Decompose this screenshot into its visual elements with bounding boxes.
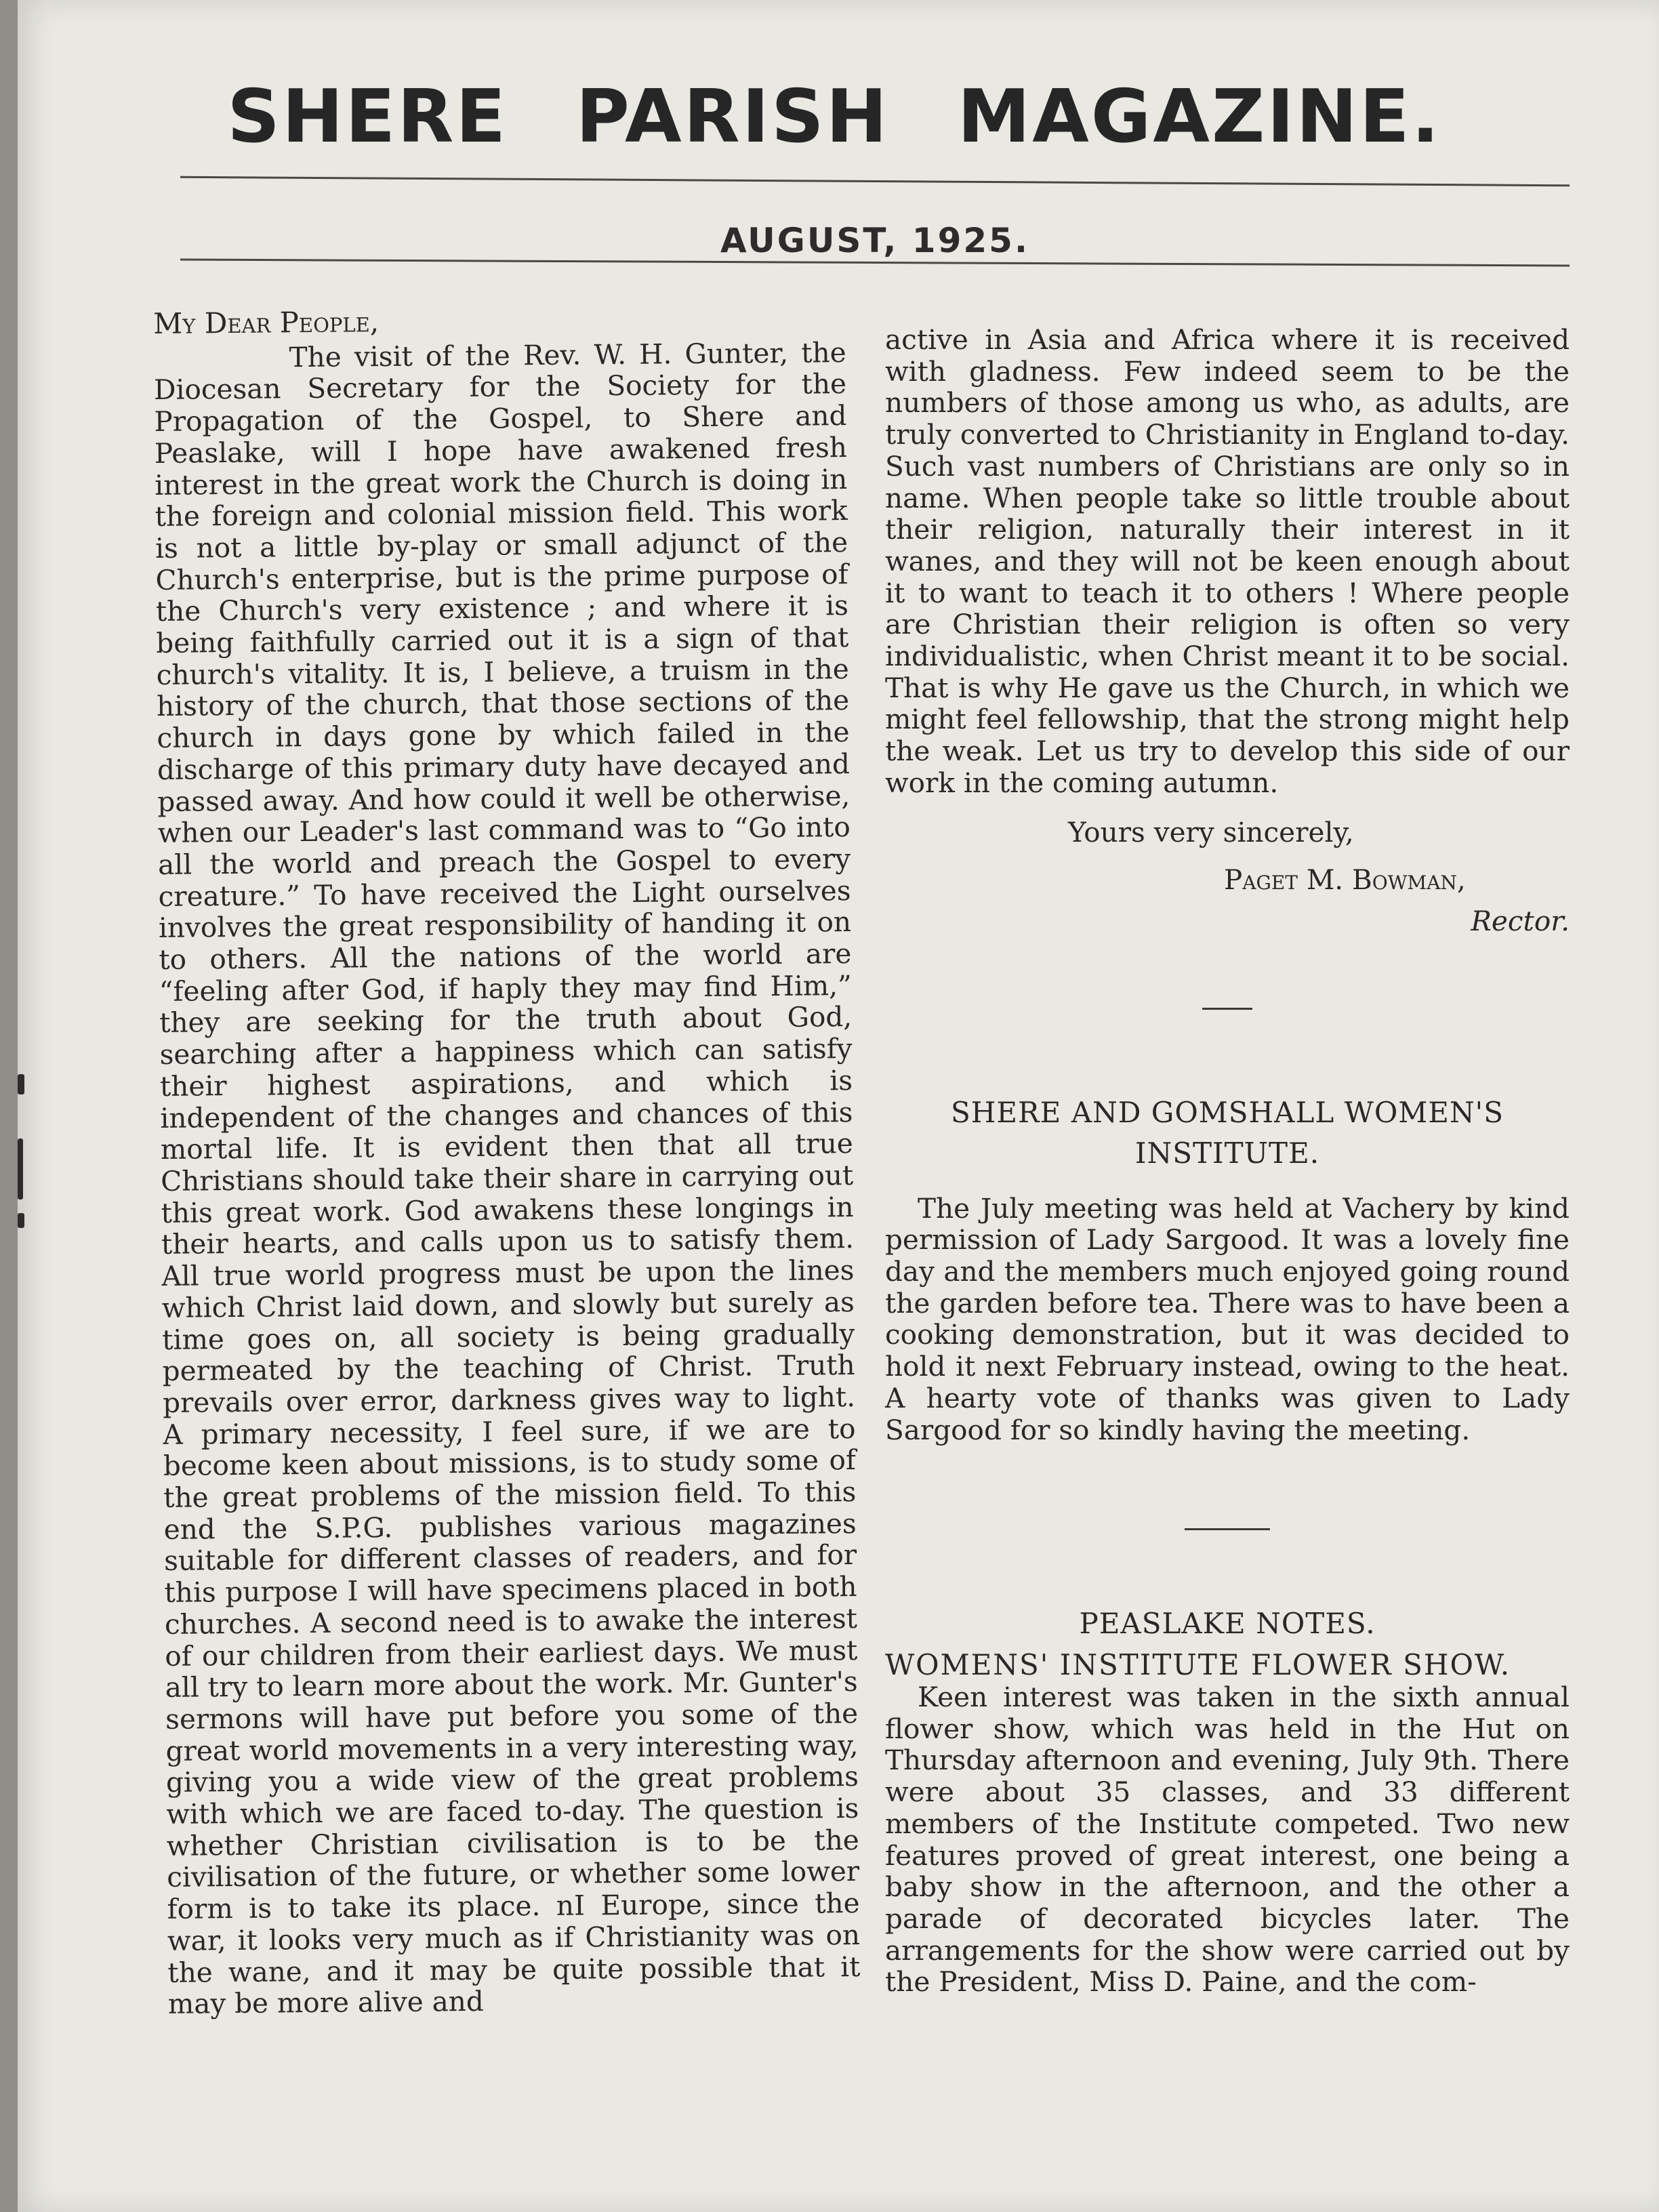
wi-heading-line1: SHERE AND GOMSHALL WOMEN'S [951,1095,1504,1129]
wi-heading-line2: INSTITUTE. [1134,1136,1320,1170]
peaslake-subheading: WOMENS' INSTITUTE FLOWER SHOW. [885,1648,1511,1682]
ink-speck [18,1139,23,1200]
magazine-page [18,0,1659,2212]
ink-speck [18,1074,24,1094]
issue-date: AUGUST, 1925. [720,221,1029,260]
left-column [153,302,861,2020]
letter-signature: Paget M. Bowman, [1224,863,1466,897]
masthead-rule-top [180,176,1570,187]
peaslake-body: Keen interest was taken in the sixth annual flower show, which was held in the Hut on Thursday afternoon and evening, July 9th. There were about 35 classes, and 33 different members of the Institute competed. Two new features proved of great interest, one being a baby show in the afternoon, and the other a parade of decorated bicycles later. The arrangements for the show were carried out by the President, Miss D. Paine, and the com- [885,1680,1570,1999]
right-column [885,324,1570,1998]
letter-closing: Yours very sincerely, [1068,815,1354,848]
letter-body-right: active in Asia and Africa where it is received with gladness. Few indeed seem to be the numbers of those among us who, as adults, are truly converted to Christianity in England to-day. Such vast numbers of Christians are only so in name. When people take so little trouble about their religion, naturally their interest in it wanes, and they will not be keen enough about it to want to teach it to others ! Where people are Christian their religion is often so very individualistic, when Christ meant it to be social. That is why He gave us the Church, in which we might feel fellowship, that the strong might help the weak. Let us try to develop this side of our work in the coming autumn. [885,323,1570,799]
letter-body-left: The visit of the Rev. W. H. Gunter, the Diocesan Secretary for the Society for the Propagation of the Gospel, to Shere and Peaslake, will I hope have awakened fresh interest in the great work the Church is doing in the foreign and colonial mission field. This work is not a little by-play or small adjunct of the Church's enterprise, but is the prime purpose of the Church's very existence ; and where it is being faithfully carried out it is a sign of that church's vitality. It is, I believe, a truism in the history of the church, that those sections of the church in days gone by which failed in the discharge of this primary duty have decayed and passed away. And how could it well be otherwise, when our Leader's last command was to “Go into all the world and preach the Gospel to every creature.” To have received the Light ourselves involves the great responsibility of handing it on to others. All the nations of the world are “feeling after God, if haply they may find Him,” they are seeking for the truth about God, searching after a happiness which can satisfy their highest aspirations, and which is independent of the changes and chances of this mortal life. It is evident then that all true Christians should take their share in carrying out this great work. God awakens these longings in their hearts, and calls upon us to satisfy them. All true world progress must be upon the lines which Christ laid down, and slowly but surely as time goes on, all society is being gradually permeated by the teaching of Christ. Truth prevails over error, darkness gives way to light. A primary necessity, I feel sure, if we are to become keen about missions, is to study some of the great problems of the mission field. To this end the S.P.G. publishes various magazines suitable for different classes of readers, and for this purpose I will have specimens placed in both churches. A second need is to awake the interest of our children from their earliest days. We must all try to learn more about the work. Mr. Gunter's sermons will have put before you some of the great world movements in a very interesting way, giving you a wide view of the great problems with which we are faced to-day. The question is whether Christian civilisation is to be the civilisation of the future, or whether some lower form is to take its place. nI Europe, since the war, it looks very much as if Christianity was on the wane, and it may be quite possible that it may be more alive and [153,335,861,2021]
ink-speck [18,1213,24,1228]
peaslake-heading: PEASLAKE NOTES. [1079,1607,1376,1641]
letter-role: Rector. [1471,904,1570,937]
wi-body: The July meeting was held at Vachery by kind permission of Lady Sargood. It was a lovely fine day and the members much enjoyed going round the garden before tea. There was to have been a cooking demonstration, but it was decided to hold it next February instead, owing to the heat. A hearty vote of thanks was given to Lady Sargood for so kindly having the meeting. [885,1191,1570,1446]
letter-salutation: My Dear People, [152,305,380,340]
masthead-title: SHERE PARISH MAGAZINE. [227,75,1441,159]
section-divider [1202,1008,1252,1010]
section-divider [1185,1528,1270,1530]
